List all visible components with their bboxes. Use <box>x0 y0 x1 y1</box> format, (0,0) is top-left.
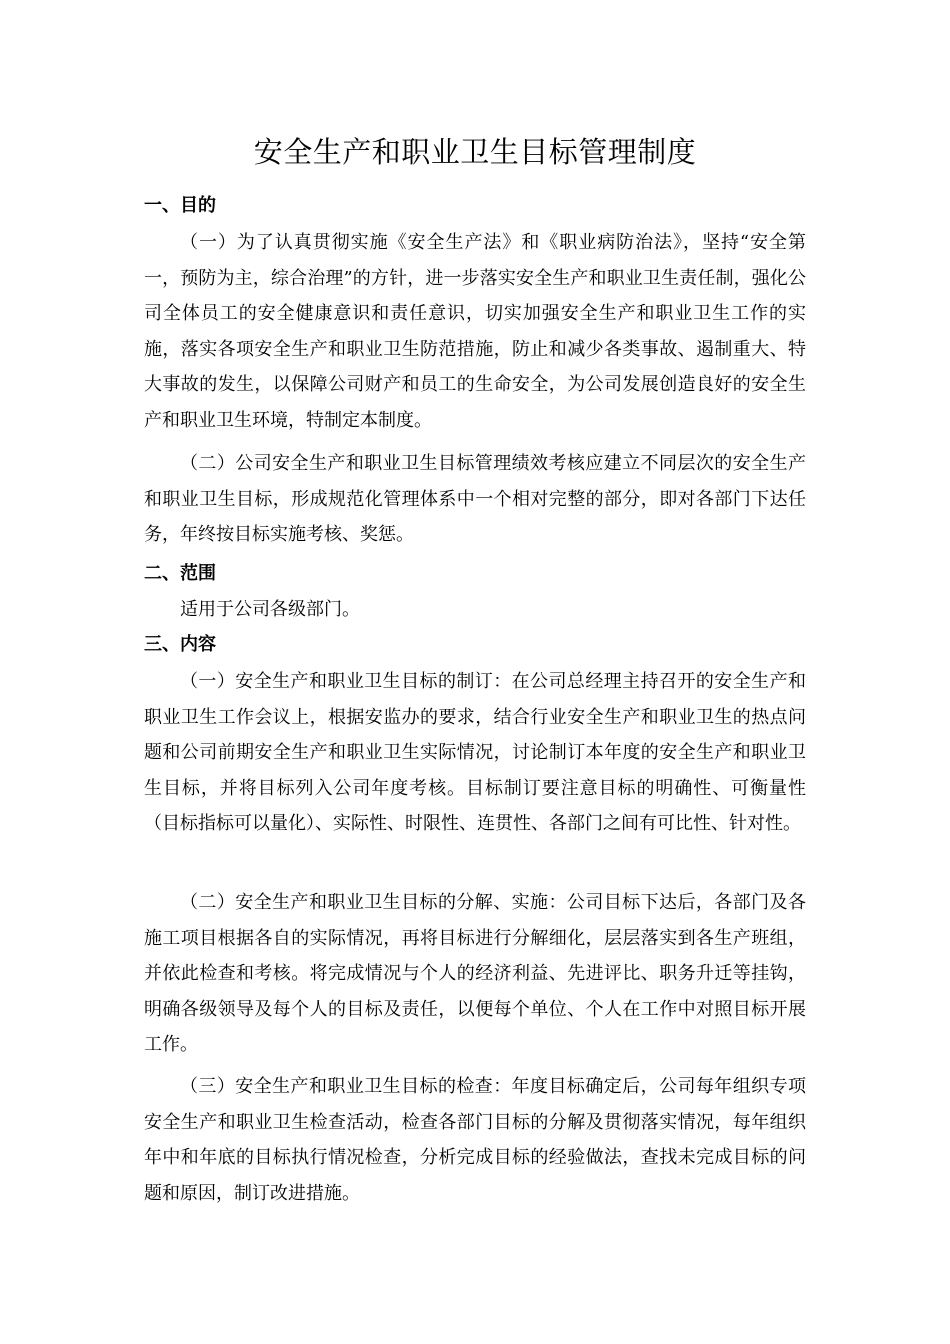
paragraph-purpose-1: （一）为了认真贯彻实施《安全生产法》和《职业病防治法》，坚持“安全第一，预防为主，综合治理”的方针，进一步落实安全生产和职业卫生责任制，强化公司全体员工的安全健康意识和责任意识，切实加强安全生产和职业卫生工作的实施，落实各项安全生产和职业卫生防范措施，防止和减少各类事故、遏制重大、特大事故的发生，以保障公司财产和员工的生命安全，为公司发展创造良好的安全生产和职业卫生环境，特制定本制度。 <box>144 232 806 431</box>
section-heading-scope: 二、范围 <box>144 563 216 584</box>
section-heading-content: 三、内容 <box>144 634 216 655</box>
paragraph-content-1: （一）安全生产和职业卫生目标的制订：在公司总经理主持召开的安全生产和职业卫生工作会议上，根据安监办的要求，结合行业安全生产和职业卫生的热点问题和公司前期安全生产和职业卫生实际情况，讨论制订本年度的安全生产和职业卫生目标，并将目标列入公司年度考核。目标制订要注意目标的明确性、可衡量性（目标指标可以量化）、实际性、时限性、连贯性、各部门之间有可比性、针对性。 <box>144 671 806 835</box>
section-heading-purpose: 一、目的 <box>144 195 216 216</box>
paragraph-content-3: （三）安全生产和职业卫生目标的检查：年度目标确定后，公司每年组织专项安全生产和职业卫生检查活动，检查各部门目标的分解及贯彻落实情况，每年组织年中和年底的目标执行情况检查，分析完成目标的经验做法，查找未完成目标的问题和原因，制订改进措施。 <box>144 1076 806 1204</box>
paragraph-content-2: （二）安全生产和职业卫生目标的分解、实施：公司目标下达后，各部门及各施工项目根据各自的实际情况，再将目标进行分解细化，层层落实到各生产班组，并依此检查和考核。将完成情况与个人的经济利益、先进评比、职务升迁等挂钩，明确各级领导及每个人的目标及责任，以便每个单位、个人在工作中对照目标开展工作。 <box>144 892 806 1056</box>
paragraph-purpose-2: （二）公司安全生产和职业卫生目标管理绩效考核应建立不同层次的安全生产和职业卫生目标，形成规范化管理体系中一个相对完整的部分，即对各部门下达任务，年终按目标实施考核、奖惩。 <box>144 453 806 546</box>
paragraph-scope-1: 适用于公司各级部门。 <box>180 599 360 620</box>
document-title: 安全生产和职业卫生目标管理制度 <box>253 135 697 169</box>
